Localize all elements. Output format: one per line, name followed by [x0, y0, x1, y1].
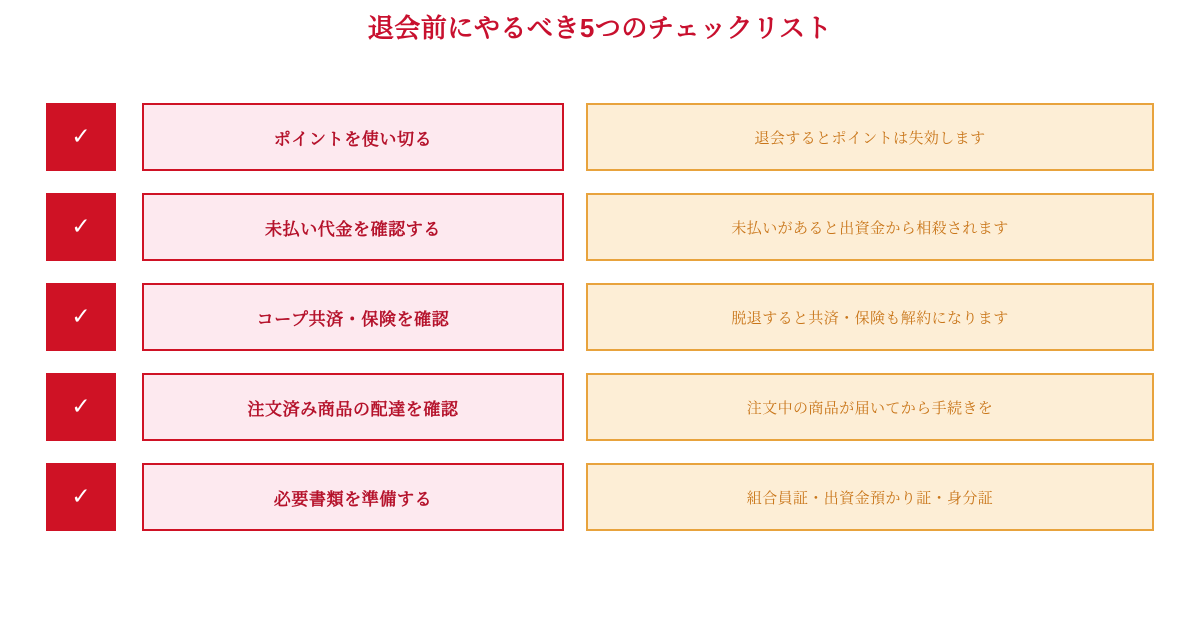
checklist-row — [46, 103, 1154, 171]
checklist-item-note: 注文中の商品が届いてから手続きを — [746, 399, 994, 417]
checklist-rows — [46, 103, 1154, 553]
checkbox-checked[interactable] — [46, 103, 116, 171]
checklist-row — [46, 283, 1154, 351]
checkbox-checked[interactable] — [46, 193, 116, 261]
checklist-item-label-box — [142, 103, 564, 171]
checklist-item-note-box — [586, 193, 1154, 261]
checklist-item-label-box — [142, 463, 564, 531]
checklist-item-note-box — [586, 103, 1154, 171]
checkbox-checked[interactable] — [46, 283, 116, 351]
checklist-row — [46, 463, 1154, 531]
checklist-row — [46, 373, 1154, 441]
checklist-item-note-box — [586, 463, 1154, 531]
check-icon: ✓ — [71, 482, 91, 509]
checklist-item-note: 退会するとポイントは失効します — [754, 129, 986, 147]
checkbox-checked[interactable] — [46, 373, 116, 441]
checklist-item-label-box — [142, 283, 564, 351]
checklist-item-label-box — [142, 193, 564, 261]
checklist-item-note: 未払いがあると出資金から相殺されます — [731, 219, 1009, 237]
check-icon: ✓ — [71, 122, 91, 149]
check-icon: ✓ — [71, 302, 91, 329]
checklist-item-label: コープ共済・保険を確認 — [256, 309, 450, 329]
checklist-item-label: 注文済み商品の配達を確認 — [247, 399, 459, 419]
checklist-item-note: 組合員証・出資金預かり証・身分証 — [746, 489, 994, 507]
checklist-item-label-box — [142, 373, 564, 441]
check-icon: ✓ — [71, 392, 91, 419]
checklist-row — [46, 193, 1154, 261]
checklist-item-label: 未払い代金を確認する — [265, 219, 441, 239]
checklist-item-label: ポイントを使い切る — [273, 129, 433, 149]
check-icon: ✓ — [71, 212, 91, 239]
page-title: 退会前にやるべき5つのチェックリスト — [367, 13, 833, 43]
checkbox-checked[interactable] — [46, 463, 116, 531]
checklist-item-note: 脱退すると共済・保険も解約になります — [731, 309, 1009, 327]
checklist-item-label: 必要書類を準備する — [273, 489, 433, 509]
checklist-item-note-box — [586, 283, 1154, 351]
checklist-item-note-box — [586, 373, 1154, 441]
